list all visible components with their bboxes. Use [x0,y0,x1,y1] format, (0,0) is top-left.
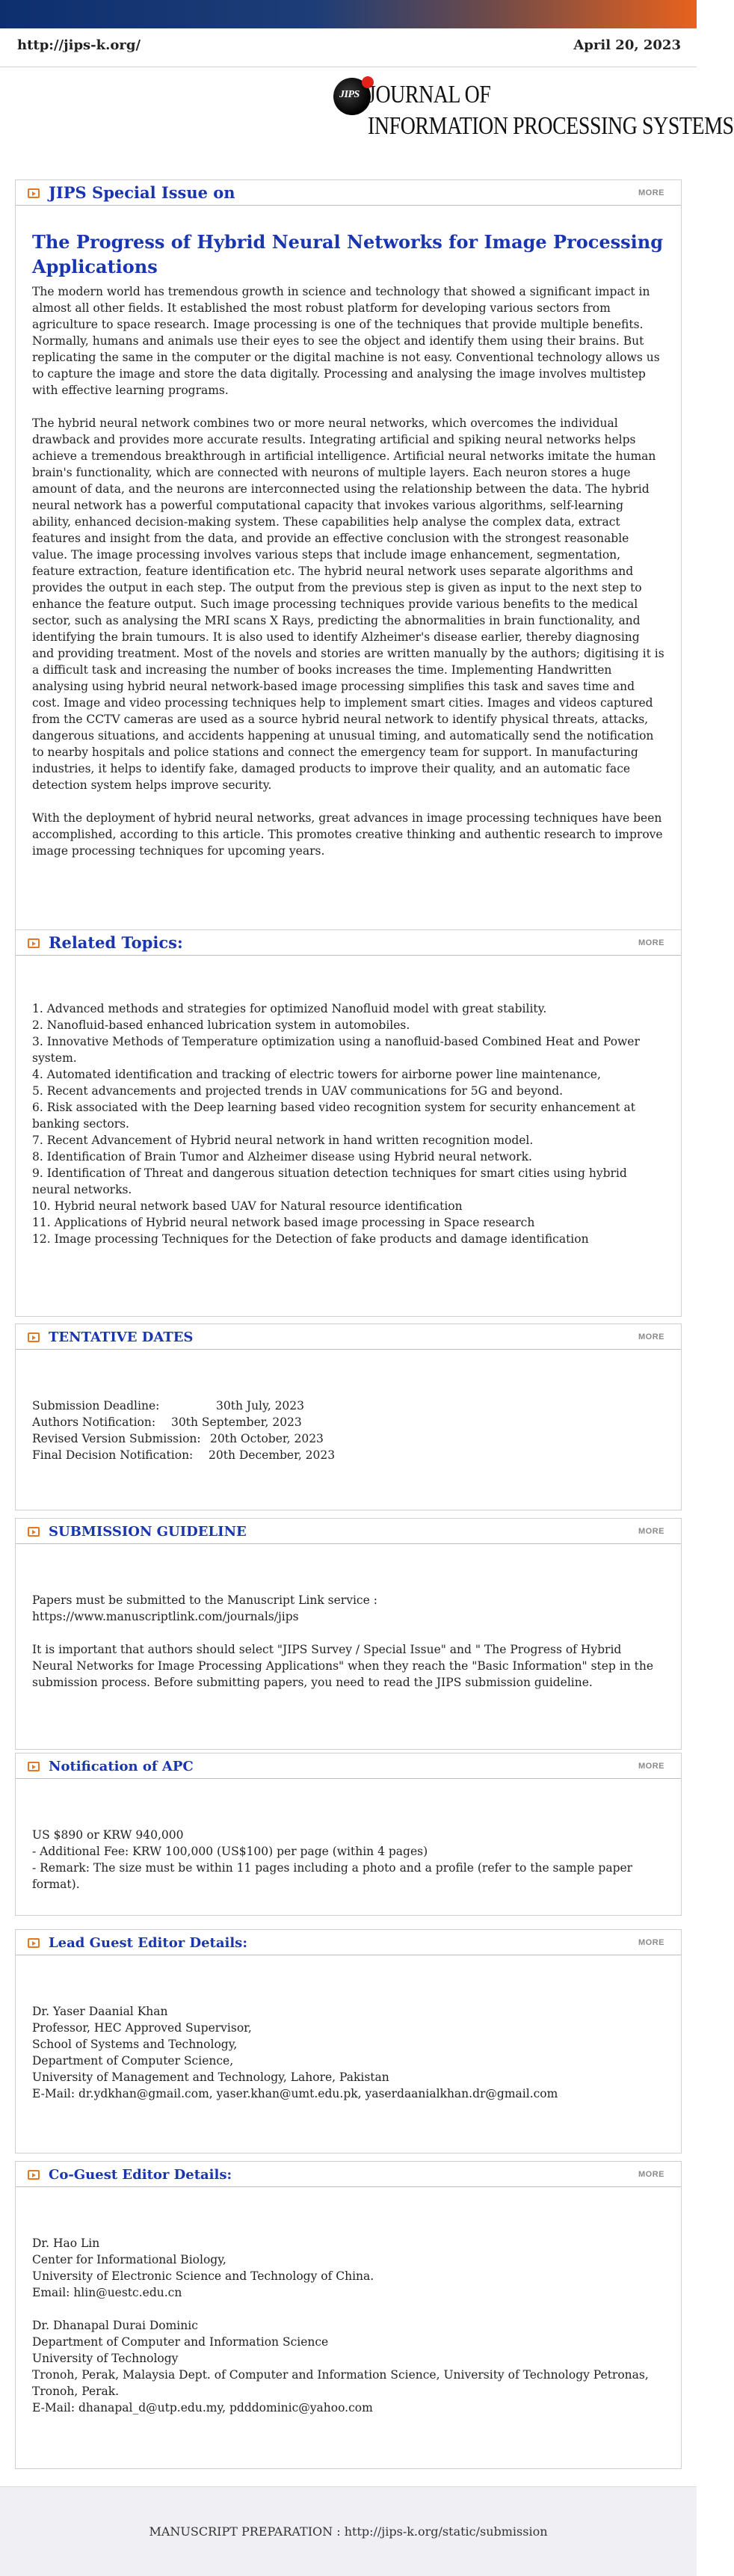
co-editor-1-center: Center for Informational Biology, [32,2253,226,2266]
related-topics-section [15,929,682,1317]
tentative-dates-section [15,1324,682,1510]
date-row-submission: Submission Deadline: 30th July, 2023 [32,1399,305,1413]
related-topics-header [16,930,681,956]
logo-line-1: JOURNAL OF [368,81,491,108]
co-editor-2-name: Dr. Dhanapal Durai Dominic [32,2319,198,2332]
special-issue-section [15,179,682,936]
footer [0,2486,697,2576]
date-row-notification: Authors Notification: 30th September, 2023 [32,1415,302,1429]
more-button[interactable]: MORE [638,1762,664,1771]
topic-item: 10. Hybrid neural network based UAV for Natural resource identification [32,1199,463,1213]
apc-heading: Notification of APC [49,1759,194,1774]
lead-editor-email: E-Mail: dr.ydkhan@gmail.com, yaser.khan@umt.edu.pk, yaserdaanialkhan.dr@gmail.com [32,2087,558,2100]
more-button[interactable]: MORE [638,2170,664,2179]
tentative-dates-heading: TENTATIVE DATES [49,1330,194,1345]
logo-line-2: INFORMATION PROCESSING SYSTEMS [368,112,734,140]
guideline-paragraph: It is important that authors should select "JIPS Survey / Special Issue" and " The Progress of Hybrid Neural Networks for Image Processing Applications" when they reach the "Basic Information" step in the submission process. Before submitting papers, you need to read the JIPS submission guideline. [32,1643,654,1689]
arrow-bullet-icon [28,938,40,948]
apc-section [15,1753,682,1916]
apc-fee: US $890 or KRW 940,000 [32,1828,184,1842]
more-button[interactable]: MORE [638,1938,664,1947]
special-issue-heading: JIPS Special Issue on [49,183,235,202]
topic-item: 8. Identification of Brain Tumor and Alzheimer disease using Hybrid neural network. [32,1150,532,1163]
site-url-link[interactable]: http://jips-k.org/ [17,37,141,53]
lead-editor-name: Dr. Yaser Daanial Khan [32,2005,168,2018]
co-editor-header [16,2162,681,2187]
more-button[interactable]: MORE [638,1332,664,1341]
co-editor-2-email: E-Mail: dhanapal_d@utp.edu.my, pdddominic@yahoo.com [32,2401,373,2414]
more-button[interactable]: MORE [638,938,664,947]
arrow-bullet-icon [28,1938,40,1948]
date-row-final: Final Decision Notification: 20th December, 2023 [32,1448,336,1462]
topic-item: 2. Nanofluid-based enhanced lubrication system in automobiles. [32,1018,410,1032]
intro-paragraph: The modern world has tremendous growth in science and technology that showed a significant impact in almost all other fields. It established the most robust platform for developing various sectors from agriculture to space research. Image processing is one of the techniques that provide multiple benefits. Normally, humans and animals use their eyes to see the object and identify them using their brains. But replicating the same in the computer or the digital machine is not easy. Conventional technology allows us to capture the image and store the data digitally. Processing and analysing the image involves multistep with effective learning programs. [32,285,660,397]
lead-editor-heading: Lead Guest Editor Details: [49,1935,247,1951]
more-button[interactable]: MORE [638,1527,664,1536]
submission-guideline-heading: SUBMISSION GUIDELINE [49,1524,247,1540]
topic-item: 12. Image processing Techniques for the Detection of fake products and damage identification [32,1232,589,1246]
apc-remark: - Remark: The size must be within 11 pages including a photo and a profile (refer to the sample paper format). [32,1861,633,1891]
co-editor-section [15,2161,682,2469]
topic-item: 11. Applications of Hybrid neural network based image processing in Space research [32,1216,535,1229]
lead-editor-title: Professor, HEC Approved Supervisor, [32,2021,252,2035]
top-gradient-bar [0,0,697,28]
more-button[interactable]: MORE [638,188,664,197]
co-editor-1-university: University of Electronic Science and Technology of China. [32,2269,374,2283]
manuscript-preparation-link[interactable]: MANUSCRIPT PREPARATION : http://jips-k.org/static/submission [149,2524,548,2539]
related-topics-heading: Related Topics: [49,933,183,952]
topic-item: 4. Automated identification and tracking of electric towers for airborne power line maintenance, [32,1068,601,1081]
co-editor-2-address: Tronoh, Perak, Malaysia Dept. of Computer and Information Science, University of Technology Petronas, Tronoh, Perak. [32,2368,649,2398]
special-issue-header [16,180,681,206]
topic-item: 7. Recent Advancement of Hybrid neural network in hand written recognition model. [32,1134,534,1147]
closing-paragraph: With the deployment of hybrid neural networks, great advances in image processing techniques have been accomplished, according to this article. This promotes creative thinking and authentic research to improve image processing techniques for upcoming years. [32,811,663,858]
lead-editor-department: Department of Computer Science, [32,2054,234,2068]
lead-editor-university: University of Management and Technology, Lahore, Pakistan [32,2071,389,2084]
lead-editor-header [16,1930,681,1955]
topic-item: 1. Advanced methods and strategies for optimized Nanofluid model with great stability. [32,1002,547,1015]
topic-item: 9. Identification of Threat and dangerous situation detection techniques for smart cities using hybrid neural networks. [32,1166,627,1196]
arrow-bullet-icon [28,2170,40,2180]
journal-logo[interactable] [333,75,734,150]
arrow-bullet-icon [28,1332,40,1342]
arrow-bullet-icon [28,1762,40,1771]
topic-item: 6. Risk associated with the Deep learning based video recognition system for security enhancement at banking sectors. [32,1101,636,1131]
arrow-bullet-icon [28,188,40,198]
co-editor-1-name: Dr. Hao Lin [32,2237,100,2250]
co-editor-2-university: University of Technology [32,2352,179,2365]
topic-item: 3. Innovative Methods of Temperature optimization using a nanofluid-based Combined Heat and Power system. [32,1035,640,1065]
submission-guideline-section [15,1518,682,1750]
submission-guideline-header [16,1519,681,1544]
co-editor-1-email: Email: hlin@uestc.edu.cn [32,2286,182,2299]
co-editor-2-department: Department of Computer and Information Science [32,2335,329,2349]
co-editor-heading: Co-Guest Editor Details: [49,2167,232,2183]
page-date: April 20, 2023 [573,37,681,53]
apc-additional-fee: - Additional Fee: KRW 100,000 (US$100) per page (within 4 pages) [32,1845,428,1858]
jips-emblem-icon: JIPS [333,78,371,115]
arrow-bullet-icon [28,1527,40,1537]
guideline-intro: Papers must be submitted to the Manuscript Link service : [32,1593,377,1607]
lead-editor-section [15,1929,682,2154]
apc-header [16,1753,681,1779]
lead-editor-school: School of Systems and Technology, [32,2038,238,2051]
body-paragraph: The hybrid neural network combines two or more neural networks, which overcomes the individual drawback and provides more accurate results. Integrating artificial and spiking neural networks helps achieve a tremendous breakthrough in artificial intelligence. Artificial neural networks imitate the human brain's functionality, which are connected with neurons of multiple layers. Each neuron stores a huge amount of data, and the neurons are interconnected using the relationship between the data. The hybrid neural network has a powerful computational capacity that invokes various algorithms, self-learning ability, enhanced decision-making system. These capabilities help analyse the complex data, extract features and insight from the data, and provide an effective conclusion with the strongest reasonable value. The image processing involves various steps that include image enhancement, segmentation, feature extraction, feature identification etc. The hybrid neural network uses separate algorithms and provides the output in each step. The output from the previous step is given as input to the next step to enhance the feature output. Such image processing techniques provide various benefits to the medical sector, such as analysing the MRI scans X Rays, predicting the abnormalities in brain functionality, and identifying the brain tumours. It is also used to identify Alzheimer's disease earlier, thereby diagnosing and providing treatment. Most of the novels and stories are written manually by the authors; digitising it is a difficult task and increasing the number of books increases the time. Implementing Handwritten analysing using hybrid neural network-based image processing simplifies this task and saves time and cost. Image and video processing techniques help to implement smart cities. Images and videos captured from the CCTV cameras are used as a source hybrid neural network to identify physical threats, attacks, dangerous situations, and accidents happening at unusual timing, and automatically send the notification to nearby hospitals and police stations and connect the emergency team for support. In manufacturing industries, it helps to identify fake, damaged products to improve their quality, and an automatic face detection system helps improve security. [32,416,664,792]
tentative-dates-header [16,1324,681,1350]
date-row-revised: Revised Version Submission: 20th October, 2023 [32,1432,324,1445]
topic-item: 5. Recent advancements and projected trends in UAV communications for 5G and beyond. [32,1084,564,1098]
article-title: The Progress of Hybrid Neural Networks for Image Processing Applications [32,231,663,277]
manuscript-link[interactable]: https://www.manuscriptlink.com/journals/jips [32,1610,299,1623]
